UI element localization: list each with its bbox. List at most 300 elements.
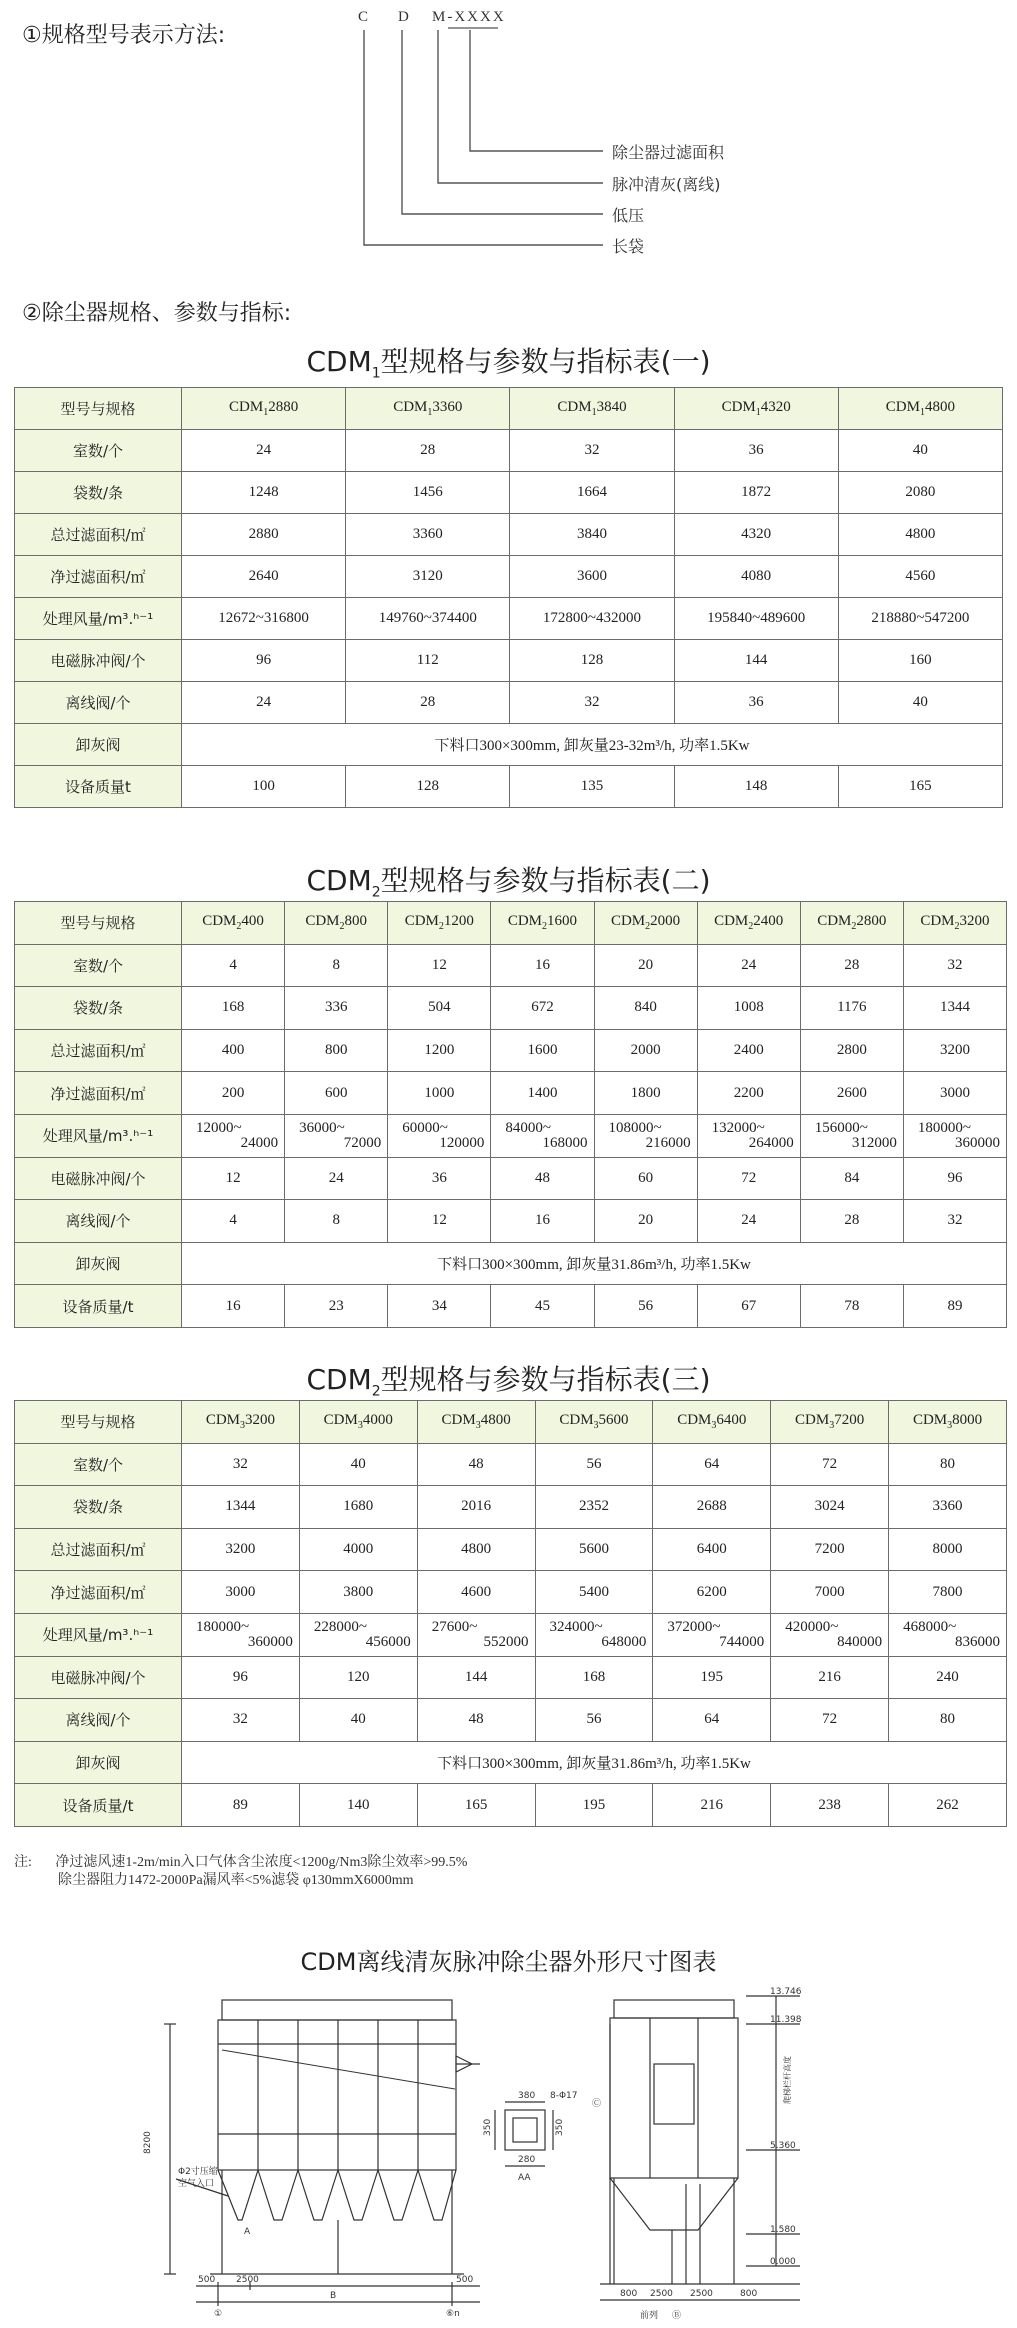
model-num: 3360: [432, 399, 463, 415]
table2-header-row: [15, 902, 1007, 945]
model-num: 3200: [959, 913, 990, 930]
flow-min: 84000~: [505, 1119, 551, 1136]
table-cell: 24: [182, 430, 346, 472]
model-num: 400: [241, 913, 264, 930]
table-cell: 1344: [182, 1486, 300, 1529]
table-row: [15, 1486, 1007, 1529]
table-cell: 165: [417, 1784, 535, 1827]
table2-title-post: 型规格与参数与指标表(二): [380, 864, 711, 897]
table1-title: [0, 340, 1017, 382]
model-sub: 1: [591, 407, 597, 418]
flow-min: 60000~: [402, 1119, 448, 1136]
model-pre: CDM: [721, 399, 756, 415]
model-sub: 1: [263, 407, 269, 418]
table-cell: 80: [889, 1443, 1007, 1486]
table2-title: [0, 859, 1017, 901]
table3-title-pre: CDM: [306, 1363, 372, 1396]
model-num: 2880: [268, 399, 299, 415]
table-cell: 5400: [535, 1571, 653, 1614]
model-sub: 2: [645, 921, 651, 933]
table2-title-sub: 2: [371, 884, 381, 901]
table-cell: 800: [285, 1029, 388, 1072]
axis-1: ①: [214, 2309, 223, 2319]
table-cell: 4: [182, 1200, 285, 1243]
table-cell: 72: [697, 1157, 800, 1200]
table-cell: 144: [674, 640, 838, 682]
code-part-c: C: [358, 9, 371, 25]
table-cell: [771, 1613, 889, 1656]
table-cell: 12: [388, 1200, 491, 1243]
table-cell: 80: [889, 1699, 1007, 1742]
model-num: 4000: [362, 1412, 393, 1429]
flow-max: 552000: [483, 1633, 529, 1650]
dim-280: 280: [518, 2155, 536, 2165]
model-sub: 3: [593, 1420, 599, 1432]
spec-table-1: [14, 387, 1003, 808]
row-label: 电磁脉冲阀/个: [15, 640, 182, 682]
table-cell: 195: [653, 1656, 771, 1699]
table-cell: 12: [182, 1157, 285, 1200]
table-row: [15, 1699, 1007, 1742]
table-cell: 23: [285, 1285, 388, 1328]
row-label: 卸灰阀: [15, 1242, 182, 1285]
dim-b: B: [330, 2291, 337, 2301]
model-pre: CDM: [557, 399, 592, 415]
row-label: 总过滤面积/㎡: [15, 1528, 182, 1571]
table-cell: 144: [417, 1656, 535, 1699]
table2-model-6: [800, 902, 903, 945]
table-cell: 78: [800, 1285, 903, 1328]
table-cell: 165: [838, 766, 1002, 808]
model-num: 8000: [952, 1412, 983, 1429]
row-label: 卸灰阀: [15, 1741, 182, 1784]
table3-model-3: [535, 1401, 653, 1444]
table-row: [15, 1072, 1007, 1115]
model-sub: 2: [954, 921, 960, 933]
model-pre: CDM: [205, 1412, 241, 1429]
table-cell: 7800: [889, 1571, 1007, 1614]
table-cell: 1008: [697, 987, 800, 1030]
table-cell: 1680: [299, 1486, 417, 1529]
dust-collector-body: [218, 2020, 456, 2170]
model-sub: 3: [947, 1420, 953, 1432]
table-row: [15, 556, 1003, 598]
code-label-long-bag: 长袋: [612, 237, 645, 256]
table-cell: 168: [535, 1656, 653, 1699]
table-cell: 112: [346, 640, 510, 682]
table-cell: 3200: [903, 1029, 1006, 1072]
table-cell: 45: [491, 1285, 594, 1328]
section-heading-model-code: ①规格型号表示方法:: [22, 23, 226, 48]
model-num: 800: [344, 913, 368, 930]
model-num: 2400: [753, 913, 784, 930]
row-label: 室数/个: [15, 1443, 182, 1486]
table-cell: 4000: [299, 1528, 417, 1571]
table-cell: 36: [388, 1157, 491, 1200]
model-sub: 2: [851, 921, 857, 933]
code-part-m: M-XXXX: [432, 9, 506, 25]
table3-model-2: [417, 1401, 535, 1444]
table2-model-2: [388, 902, 491, 945]
table-cell: 6200: [653, 1571, 771, 1614]
model-pre: CDM: [885, 399, 920, 415]
table2-model-5: [697, 902, 800, 945]
table-cell: 20: [594, 944, 697, 987]
table-cell: 32: [182, 1699, 300, 1742]
row-label: 总过滤面积/㎡: [15, 514, 182, 556]
table-cell: [903, 1114, 1006, 1157]
flow-max: 456000: [365, 1633, 411, 1650]
table-cell: 100: [182, 766, 346, 808]
table-row: [15, 1741, 1007, 1784]
table-cell: 5600: [535, 1528, 653, 1571]
table-cell: 12672~316800: [182, 598, 346, 640]
model-pre: CDM: [559, 1412, 594, 1429]
model-pre: CDM: [305, 913, 340, 930]
table-cell: 2080: [838, 472, 1002, 514]
flow-max: 24000: [240, 1134, 279, 1151]
table-row: [15, 430, 1003, 472]
dimension-chart-title: CDM离线清灰脉冲除尘器外形尺寸图表: [300, 1948, 717, 1976]
table-cell: 2600: [800, 1072, 903, 1115]
table-cell: 48: [417, 1443, 535, 1486]
model-pre: CDM: [677, 1412, 712, 1429]
model-sub: 3: [475, 1420, 481, 1432]
table-cell: 48: [417, 1699, 535, 1742]
row-label: 室数/个: [15, 944, 182, 987]
table2-model-0: [182, 902, 285, 945]
table-row: [15, 1029, 1007, 1072]
model-num: 7200: [834, 1412, 865, 1429]
table1-model-0: [182, 388, 346, 430]
model-pre: CDM: [817, 913, 852, 930]
table3-model-6: [889, 1401, 1007, 1444]
row-label: 处理风量/m³.ʰ⁻¹: [15, 598, 182, 640]
row-label: 袋数/条: [15, 987, 182, 1030]
discharge-valve-spec: 下料口300×300mm, 卸灰量31.86m³/h, 功率1.5Kw: [182, 1741, 1007, 1784]
dim-r800b: 800: [740, 2289, 758, 2299]
row-label: 净过滤面积/㎡: [15, 556, 182, 598]
table-cell: [182, 1613, 300, 1656]
row-label: 离线阀/个: [15, 1699, 182, 1742]
table-row: [15, 1571, 1007, 1614]
table1-model-2: [510, 388, 674, 430]
table-row: [15, 1613, 1007, 1656]
table3-header-row: [15, 1401, 1007, 1444]
table-row: [15, 1285, 1007, 1328]
table-cell: 4320: [674, 514, 838, 556]
flow-max: 120000: [439, 1134, 485, 1151]
table-cell: 84: [800, 1157, 903, 1200]
table-cell: 2000: [594, 1029, 697, 1072]
spec-table-3: [14, 1400, 1007, 1827]
table-cell: 135: [510, 766, 674, 808]
table-cell: [535, 1613, 653, 1656]
row-label: 袋数/条: [15, 1486, 182, 1529]
model-pre: CDM: [393, 399, 428, 415]
table-cell: [491, 1114, 594, 1157]
table-row: [15, 1242, 1007, 1285]
discharge-valve-spec: 下料口300×300mm, 卸灰量31.86m³/h, 功率1.5Kw: [182, 1242, 1007, 1285]
row-label: 离线阀/个: [15, 682, 182, 724]
table-cell: 2800: [800, 1029, 903, 1072]
table-cell: 120: [299, 1656, 417, 1699]
model-sub: 3: [240, 1420, 246, 1432]
table-cell: 168: [182, 987, 285, 1030]
table-row: [15, 682, 1003, 724]
table-cell: 32: [182, 1443, 300, 1486]
table-cell: 32: [510, 430, 674, 472]
table-cell: 36: [674, 682, 838, 724]
table3-header-label: 型号与规格: [15, 1401, 182, 1444]
table-cell: [800, 1114, 903, 1157]
notes-prefix: 注:: [14, 1855, 32, 1870]
table-cell: 4: [182, 944, 285, 987]
table-cell: 600: [285, 1072, 388, 1115]
flow-max: 72000: [343, 1134, 382, 1151]
table-cell: 28: [346, 430, 510, 472]
row-label: 处理风量/m³.ʰ⁻¹: [15, 1114, 182, 1157]
table-cell: 2200: [697, 1072, 800, 1115]
table-cell: 4800: [838, 514, 1002, 556]
model-sub: 3: [829, 1420, 835, 1432]
flow-max: 840000: [837, 1633, 883, 1650]
model-num: 2800: [856, 913, 887, 930]
model-code-leader-lines: [0, 0, 1017, 270]
flow-max: 836000: [955, 1633, 1000, 1650]
flow-min: 372000~: [667, 1618, 721, 1635]
table-cell: 238: [771, 1784, 889, 1827]
table-row: [15, 598, 1003, 640]
elev-13746: 13.746: [770, 1987, 802, 1997]
table-cell: 218880~547200: [838, 598, 1002, 640]
table-cell: 96: [903, 1157, 1006, 1200]
table-row: [15, 1157, 1007, 1200]
elev-1580: 1.580: [770, 2225, 796, 2235]
table2-model-1: [285, 902, 388, 945]
dimension-drawing: [0, 1984, 1017, 2324]
flow-min: 27600~: [431, 1618, 478, 1635]
table-cell: 504: [388, 987, 491, 1030]
code-part-d: D: [398, 9, 411, 25]
row-label: 卸灰阀: [15, 724, 182, 766]
elev-5360: 5.360: [770, 2141, 796, 2151]
table-row: [15, 766, 1003, 808]
table-cell: 96: [182, 640, 346, 682]
flow-max: 264000: [748, 1134, 794, 1151]
dim-r2500b: 2500: [690, 2289, 713, 2299]
spec-table-2: [14, 901, 1007, 1328]
model-num: 4800: [924, 399, 955, 415]
table-cell: 56: [535, 1699, 653, 1742]
table-cell: 200: [182, 1072, 285, 1115]
table-cell: 1600: [491, 1029, 594, 1072]
model-sub: 1: [427, 407, 433, 418]
table-cell: 1456: [346, 472, 510, 514]
table-cell: 64: [653, 1443, 771, 1486]
table3-model-5: [771, 1401, 889, 1444]
table1-header-row: [15, 388, 1003, 430]
dim-inlet-1: Φ2寸压缩: [178, 2167, 218, 2177]
model-num: 3840: [596, 399, 627, 415]
flow-min: 156000~: [814, 1119, 868, 1136]
flow-min: 228000~: [313, 1618, 367, 1635]
table-row: [15, 987, 1007, 1030]
table-cell: 24: [182, 682, 346, 724]
side-roof: [614, 2000, 734, 2018]
table-cell: 1344: [903, 987, 1006, 1030]
dust-collector-roof: [222, 2000, 452, 2020]
model-num: 1200: [443, 913, 474, 930]
dim-500b: 500: [456, 2275, 474, 2285]
dim-350a: 350: [483, 2118, 493, 2136]
model-num: 2000: [650, 913, 681, 930]
flow-min: 36000~: [299, 1119, 345, 1136]
table-cell: 3000: [182, 1571, 300, 1614]
table-cell: 1000: [388, 1072, 491, 1115]
flow-max: 360000: [955, 1134, 1000, 1151]
table-row: [15, 1784, 1007, 1827]
model-pre: CDM: [920, 913, 955, 930]
code-label-low-pressure: 低压: [612, 206, 645, 225]
table-row: [15, 1200, 1007, 1243]
table-cell: 672: [491, 987, 594, 1030]
table-cell: 34: [388, 1285, 491, 1328]
table-cell: [285, 1114, 388, 1157]
dim-500a: 500: [198, 2275, 216, 2285]
table3-model-0: [182, 1401, 300, 1444]
table-cell: 2016: [417, 1486, 535, 1529]
model-sub: 3: [711, 1420, 717, 1432]
table-cell: 40: [299, 1443, 417, 1486]
table-cell: 3360: [889, 1486, 1007, 1529]
table-cell: 172800~432000: [510, 598, 674, 640]
row-label: 设备质量/t: [15, 1784, 182, 1827]
table-cell: 40: [838, 430, 1002, 472]
table-cell: 7200: [771, 1528, 889, 1571]
notes: [14, 1854, 467, 1890]
table2-title-pre: CDM: [306, 864, 372, 897]
table-cell: 1200: [388, 1029, 491, 1072]
table-cell: 28: [346, 682, 510, 724]
table-cell: 3800: [299, 1571, 417, 1614]
table-cell: 8: [285, 944, 388, 987]
code-label-filter-area: 除尘器过滤面积: [612, 143, 725, 162]
row-label: 室数/个: [15, 430, 182, 472]
row-label: 净过滤面积/㎡: [15, 1571, 182, 1614]
model-pre: CDM: [610, 913, 646, 930]
table1-model-4: [838, 388, 1002, 430]
table-cell: 24: [697, 944, 800, 987]
table-cell: 840: [594, 987, 697, 1030]
table-cell: 195: [535, 1784, 653, 1827]
table-cell: 56: [594, 1285, 697, 1328]
row-label: 袋数/条: [15, 472, 182, 514]
dim-r800a: 800: [620, 2289, 638, 2299]
flow-min: 324000~: [549, 1618, 603, 1635]
table-row: [15, 1443, 1007, 1486]
table-cell: 2880: [182, 514, 346, 556]
table-cell: 64: [653, 1699, 771, 1742]
dim-a: A: [244, 2227, 251, 2237]
table-cell: 195840~489600: [674, 598, 838, 640]
table-row: [15, 640, 1003, 682]
model-sub: 2: [339, 921, 345, 933]
model-sub: 1: [919, 407, 925, 418]
table-cell: 3120: [346, 556, 510, 598]
elev-11398: 11.398: [770, 2015, 802, 2025]
table-cell: 6400: [653, 1528, 771, 1571]
axis-n: ⑥n: [446, 2309, 460, 2319]
table-cell: 4560: [838, 556, 1002, 598]
table-cell: 1800: [594, 1072, 697, 1115]
table-cell: 16: [491, 944, 594, 987]
table2-header-label: 型号与规格: [15, 902, 182, 945]
table2-model-4: [594, 902, 697, 945]
table-cell: 3360: [346, 514, 510, 556]
table-row: [15, 944, 1007, 987]
table3-model-4: [653, 1401, 771, 1444]
table3-title-sub: 2: [371, 1383, 381, 1400]
model-pre: CDM: [323, 1412, 358, 1429]
table-cell: 28: [800, 944, 903, 987]
table-cell: 32: [510, 682, 674, 724]
table-cell: 36: [674, 430, 838, 472]
table-cell: 48: [491, 1157, 594, 1200]
flow-min: 12000~: [196, 1119, 242, 1136]
table-cell: 16: [491, 1200, 594, 1243]
section-heading-specs: ②除尘器规格、参数与指标:: [22, 301, 292, 326]
table-cell: 2352: [535, 1486, 653, 1529]
model-num: 1600: [547, 913, 578, 930]
table-cell: 40: [838, 682, 1002, 724]
row-label: 电磁脉冲阀/个: [15, 1656, 182, 1699]
table-cell: [889, 1613, 1007, 1656]
model-sub: 3: [357, 1420, 363, 1432]
table-cell: 32: [903, 1200, 1006, 1243]
table-cell: [697, 1114, 800, 1157]
model-pre: CDM: [229, 399, 264, 415]
code-label-pulse-cleaning: 脉冲清灰(离线): [612, 175, 721, 194]
dim-350b: 350: [555, 2118, 565, 2136]
table-row: [15, 1528, 1007, 1571]
table-cell: 28: [800, 1200, 903, 1243]
table-cell: 89: [182, 1784, 300, 1827]
table-cell: 56: [535, 1443, 653, 1486]
table-cell: [388, 1114, 491, 1157]
table-cell: 72: [771, 1443, 889, 1486]
flow-max: 648000: [601, 1633, 647, 1650]
table-cell: 60: [594, 1157, 697, 1200]
table2-model-7: [903, 902, 1006, 945]
table-cell: 128: [346, 766, 510, 808]
table-cell: 7000: [771, 1571, 889, 1614]
table-cell: 8: [285, 1200, 388, 1243]
flow-max: 168000: [542, 1134, 588, 1151]
table-cell: 149760~374400: [346, 598, 510, 640]
table-cell: 262: [889, 1784, 1007, 1827]
model-pre: CDM: [507, 913, 543, 930]
model-num: 5600: [598, 1412, 629, 1429]
table-cell: 3000: [903, 1072, 1006, 1115]
table-cell: 216: [653, 1784, 771, 1827]
model-num: 4800: [480, 1412, 511, 1429]
flow-min: 108000~: [608, 1119, 662, 1136]
flow-min: 468000~: [903, 1618, 957, 1635]
model-sub: 2: [438, 921, 444, 933]
table-cell: 40: [299, 1699, 417, 1742]
table1-title-pre: CDM: [306, 345, 372, 378]
